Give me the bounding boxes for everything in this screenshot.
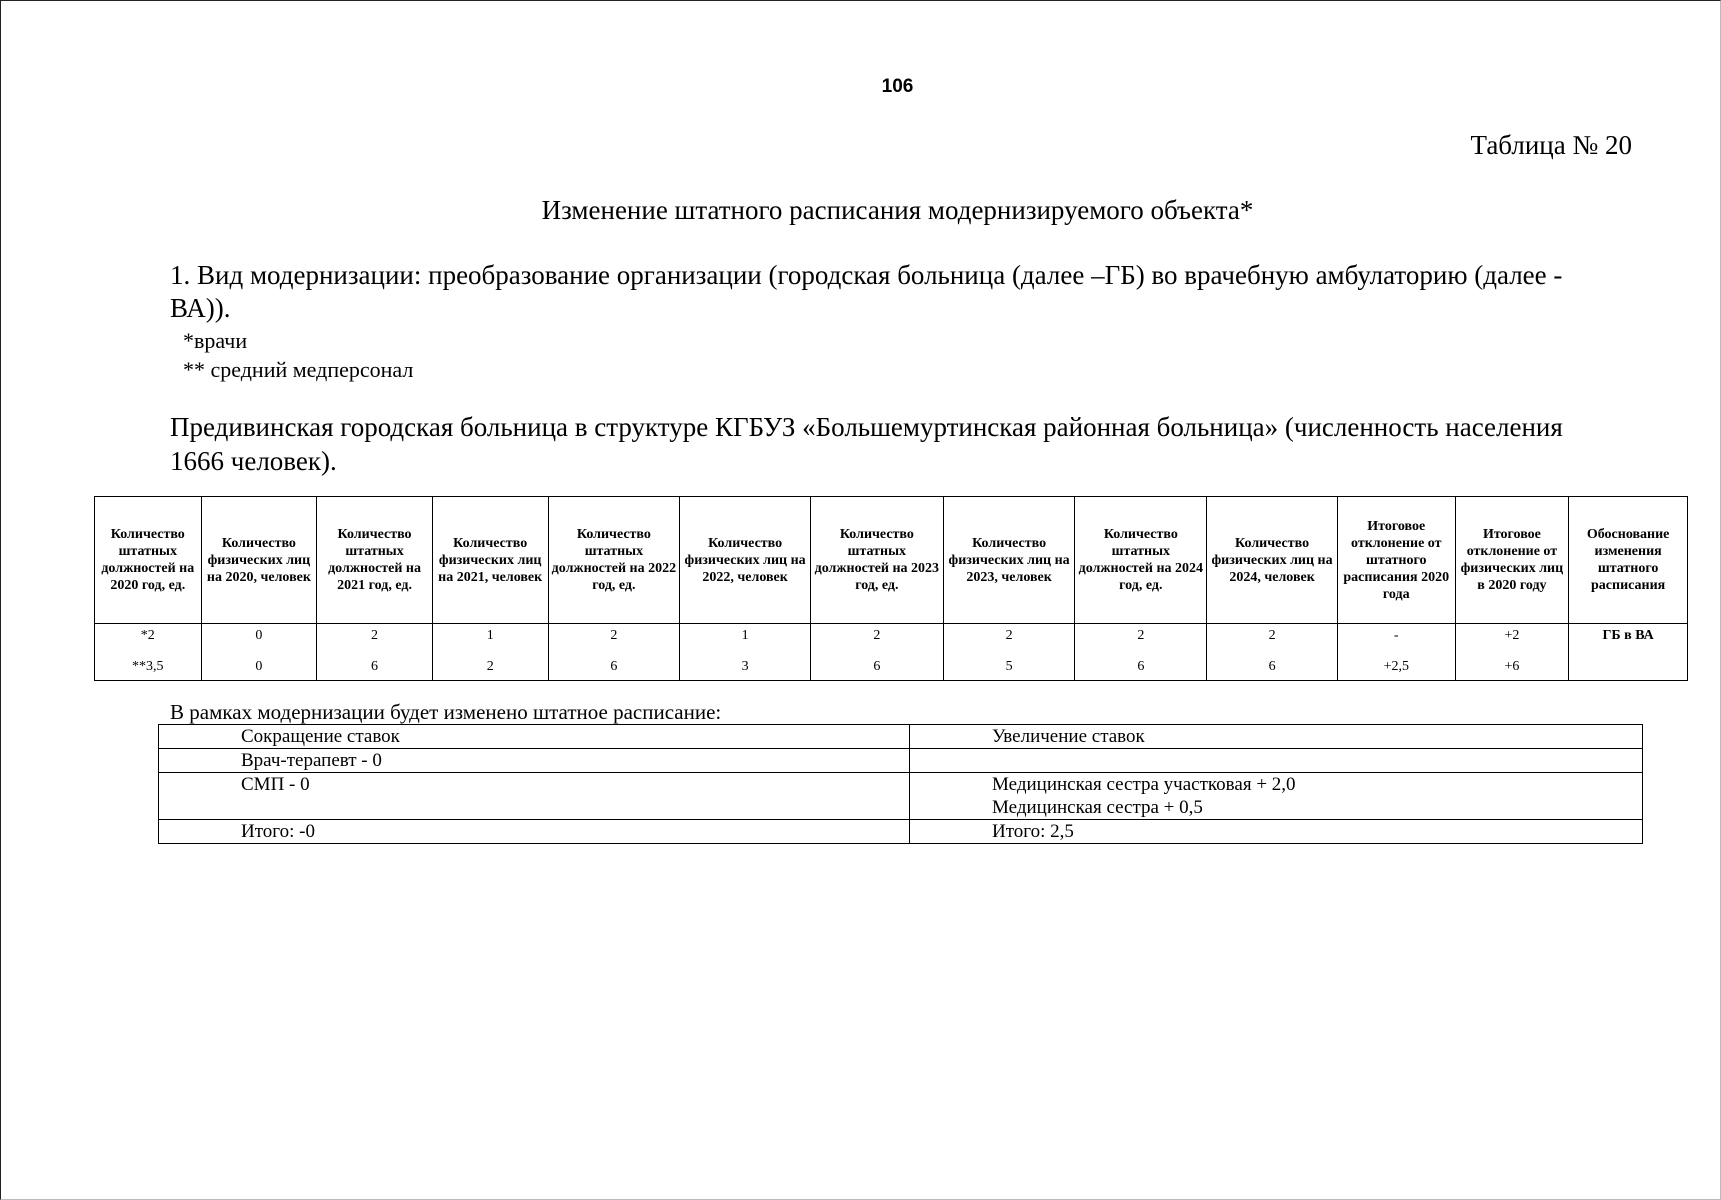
- column-header: Количество физических лиц на 2022, человек: [680, 497, 811, 624]
- cell-line: Врач-терапевт - 0: [241, 750, 382, 771]
- changes-cell: [159, 773, 910, 820]
- table-cell: +2,5: [1337, 654, 1455, 681]
- changes-header-row: [159, 725, 1643, 749]
- column-header: Количество физических лиц на 2021, человек: [432, 497, 548, 624]
- table-cell: 6: [317, 654, 433, 681]
- table-cell: 6: [1075, 654, 1207, 681]
- staff-schedule-table: [94, 496, 1688, 681]
- table-cell: 2: [943, 624, 1075, 655]
- table-cell: +2: [1455, 624, 1569, 655]
- table-cell: *2: [95, 624, 202, 655]
- table-row: [95, 624, 1688, 655]
- table-cell: 6: [548, 654, 680, 681]
- table-cell: 2: [1075, 624, 1207, 655]
- justification-cell: ГБ в ВА: [1569, 624, 1688, 681]
- table-cell: -: [1337, 624, 1455, 655]
- column-header-increase: Увеличение ставок: [910, 725, 1643, 749]
- column-header: Количество физических лиц на 2023, человек: [943, 497, 1075, 624]
- column-header-reduction: Сокращение ставок: [159, 725, 910, 749]
- document-title: Изменение штатного расписания модернизируемого объекта*: [541, 195, 1254, 225]
- table-cell: 2: [548, 624, 680, 655]
- cell-line: СМП - 0: [241, 774, 310, 795]
- organization-description: Предивинская городская больница в структуре КГБУЗ «Большемуртинская районная больница» (численность населения 1666 человек).: [170, 412, 1563, 476]
- column-header: Итоговое отклонение от физических лиц в 2020 году: [1455, 497, 1569, 624]
- cell-line: Итого: 2,5: [992, 821, 1074, 842]
- page-number: 106: [881, 76, 914, 97]
- table-cell: 5: [943, 654, 1075, 681]
- column-header: Количество штатных должностей на 2022 год, ед.: [548, 497, 680, 624]
- cell-line: Медицинская сестра + 0,5: [992, 797, 1203, 818]
- changes-row: [159, 773, 1643, 820]
- changes-row: [159, 749, 1643, 773]
- table-cell: 6: [810, 654, 943, 681]
- table-cell: 2: [432, 654, 548, 681]
- table-cell: 1: [432, 624, 548, 655]
- changes-cell: [159, 749, 910, 773]
- table-label: Таблица № 20: [1470, 130, 1632, 160]
- table-cell: 6: [1207, 654, 1338, 681]
- table-cell: 1: [680, 624, 811, 655]
- changes-cell: [159, 820, 910, 844]
- changes-caption: В рамках модернизации будет изменено штатное расписание:: [170, 700, 722, 724]
- column-header: Количество физических лиц на 2020, человек: [201, 497, 317, 624]
- column-header: Количество физических лиц на 2024, человек: [1207, 497, 1338, 624]
- column-header: Итоговое отклонение от штатного расписания 2020 года: [1337, 497, 1455, 624]
- column-header: Количество штатных должностей на 2024 год, ед.: [1075, 497, 1207, 624]
- rate-changes-table: [158, 724, 1643, 844]
- table-cell: 2: [810, 624, 943, 655]
- column-header: Количество штатных должностей на 2023 год, ед.: [810, 497, 943, 624]
- changes-cell: [910, 820, 1643, 844]
- column-header: Количество штатных должностей на 2020 год, ед.: [95, 497, 202, 624]
- table-cell: 2: [317, 624, 433, 655]
- table-row: [95, 654, 1688, 681]
- table-cell: **3,5: [95, 654, 202, 681]
- footnote-nurses: ** средний медперсонал: [183, 357, 414, 382]
- table-cell: 3: [680, 654, 811, 681]
- table-cell: +6: [1455, 654, 1569, 681]
- column-header: Обоснование изменения штатного расписания: [1569, 497, 1688, 624]
- column-header: Количество штатных должностей на 2021 год, ед.: [317, 497, 433, 624]
- table-cell: 0: [201, 654, 317, 681]
- table-header-row: [95, 497, 1688, 624]
- cell-line: Итого: -0: [241, 821, 315, 842]
- modernization-type: 1. Вид модернизации: преобразование организации (городская больница (далее –ГБ) во врачебную амбулаторию (далее - ВА)).: [170, 260, 1563, 323]
- table-cell: 2: [1207, 624, 1338, 655]
- footnote-doctors: *врачи: [183, 328, 248, 353]
- changes-cell: [910, 773, 1643, 820]
- table-cell: 0: [201, 624, 317, 655]
- changes-cell: [910, 749, 1643, 773]
- cell-line: Медицинская сестра участковая + 2,0: [992, 774, 1296, 795]
- changes-total-row: [159, 820, 1643, 844]
